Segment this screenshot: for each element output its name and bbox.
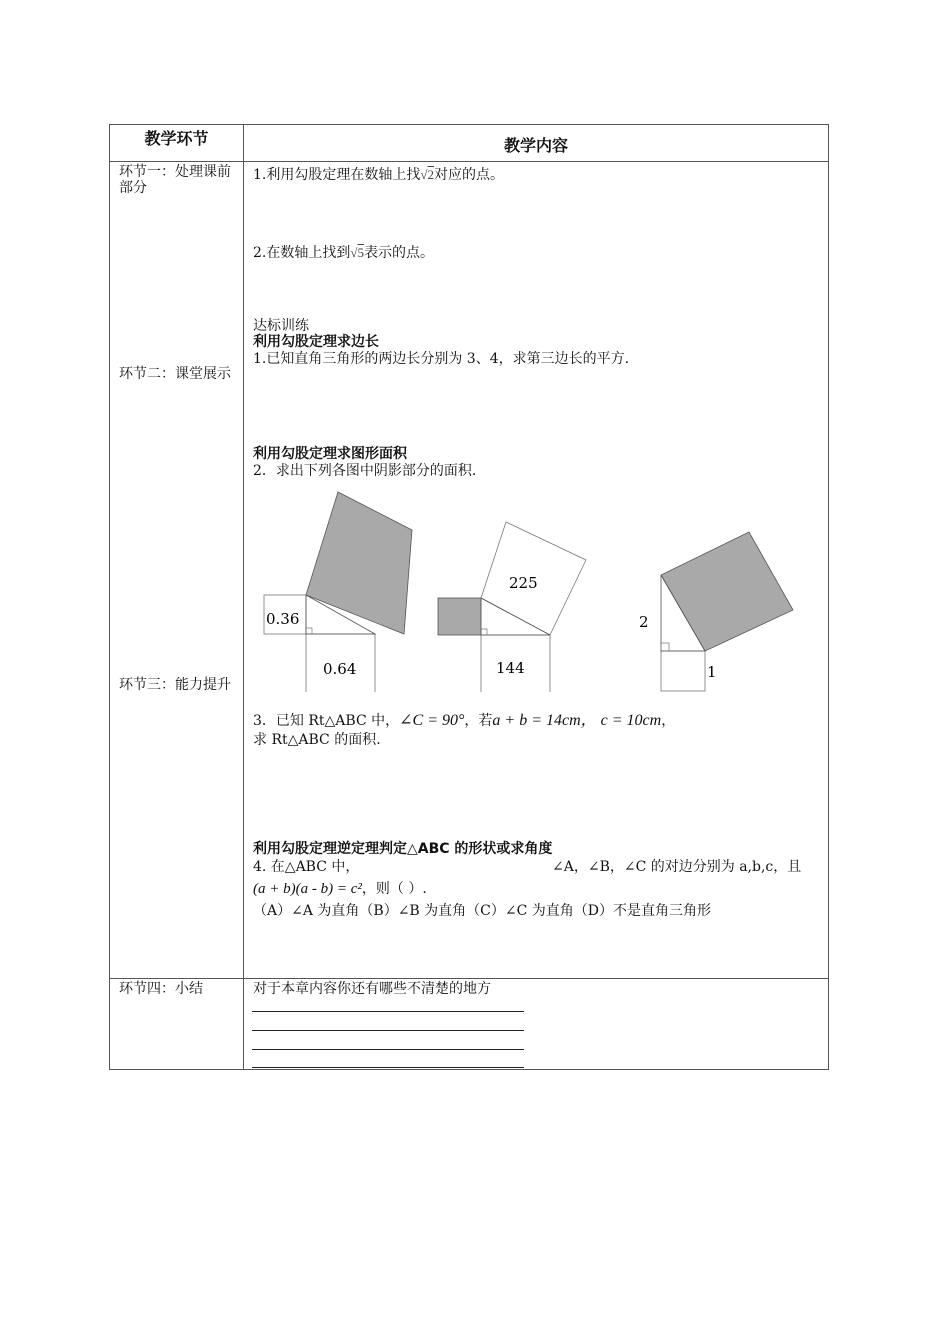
figure-3-bottom-square <box>661 651 705 691</box>
stage-label-3: 环节三：能力提升 <box>119 677 231 693</box>
side-length-heading: 利用勾股定理求边长 <box>253 334 379 350</box>
header-content-label: 教学内容 <box>503 136 568 155</box>
question-1-text: 1.利用勾股定理在数轴上找 <box>253 167 421 183</box>
lesson-plan-table <box>109 124 829 1070</box>
figure-1-label-b: 0.64 <box>323 660 357 678</box>
problem-3-line-2: 求 Rt△ABC 的面积. <box>253 732 381 748</box>
figure-3 <box>639 532 793 692</box>
table-row-summary <box>110 979 829 1070</box>
problem-3-line-1 <box>253 712 675 730</box>
question-2 <box>253 244 434 262</box>
figure-2-label-a: 225 <box>509 574 538 592</box>
figure-1-right-angle-mark <box>306 628 312 634</box>
practice-heading: 达标训练 <box>253 318 309 334</box>
stage-label-2: 环节二：课堂展示 <box>119 366 231 382</box>
figure-2-shaded-square <box>438 598 481 635</box>
question-1-tail: 对应的点。 <box>434 167 504 183</box>
question-2-tail: 表示的点。 <box>364 245 434 261</box>
converse-heading: 利用勾股定理逆定理判定△ABC 的形状或求角度 <box>253 841 553 857</box>
question-1 <box>253 166 504 184</box>
problem-3-comma: ， <box>661 713 676 729</box>
figure-1-shaded-square <box>306 492 412 634</box>
figure-1-label-a: 0.36 <box>266 610 300 628</box>
sqrt-2: √2 <box>420 167 434 182</box>
figure-1 <box>264 492 412 692</box>
problem-2: 2．求出下列各图中阴影部分的面积. <box>253 463 477 479</box>
sqrt-2-radicand: 2 <box>427 167 434 182</box>
answer-line-4[interactable] <box>252 1067 524 1068</box>
table-row-main <box>110 162 829 979</box>
figure-2-triangle <box>481 598 550 635</box>
area-heading: 利用勾股定理求图形面积 <box>253 446 407 462</box>
problem-3-length-condition: a + b = 14cm， c = 10cm <box>492 712 662 729</box>
header-cell-content <box>244 125 829 162</box>
figure-2 <box>438 522 586 692</box>
problem-3-angle-condition: ∠C = 90° <box>399 712 465 729</box>
figure-2-label-b: 144 <box>496 659 525 677</box>
problem-4-blank: ，则（ ）. <box>361 881 427 897</box>
problem-4-equation: (a + b)(a - b) = c² <box>253 881 362 897</box>
sqrt-5-radicand: 5 <box>357 245 364 260</box>
pythagoras-figures <box>244 482 829 692</box>
sqrt-5: √5 <box>350 245 364 260</box>
figure-3-shaded-square <box>661 532 793 651</box>
summary-prompt: 对于本章内容你还有哪些不清楚的地方 <box>253 981 491 997</box>
question-2-text: 2.在数轴上找到 <box>253 245 351 261</box>
stage-label-4: 环节四：小结 <box>119 981 203 997</box>
answer-line-1[interactable] <box>252 1011 524 1012</box>
stage-column-cell <box>110 162 244 979</box>
summary-content-cell <box>244 979 829 1070</box>
problem-3-lead: 3．已知 Rt△ABC 中， <box>253 713 400 729</box>
stage-summary-cell <box>110 979 244 1070</box>
header-stage-label: 教学环节 <box>144 129 209 148</box>
figure-2-right-angle-mark <box>481 629 487 635</box>
answer-line-2[interactable] <box>252 1030 524 1031</box>
problem-3-if: ，若 <box>464 713 493 729</box>
table-header-row <box>110 125 829 162</box>
answer-line-3[interactable] <box>252 1049 524 1050</box>
figure-3-right-angle-mark <box>661 643 669 651</box>
content-column-cell <box>244 162 829 979</box>
problem-4-equation-line <box>253 881 427 898</box>
header-cell-stage <box>110 125 244 162</box>
figure-3-label-b: 1 <box>707 663 717 681</box>
problem-4-lead: 4. 在△ABC 中， <box>253 859 360 875</box>
problem-4-condition: ∠A，∠B，∠C 的对边分别为 a,b,c，且 <box>552 859 802 875</box>
problem-4-options: （A）∠A 为直角（B）∠B 为直角（C）∠C 为直角（D）不是直角三角形 <box>253 903 711 919</box>
figure-3-label-a: 2 <box>639 613 649 631</box>
stage-label-1: 环节一：处理课前部分 <box>119 164 231 196</box>
problem-1: 1.已知直角三角形的两边长分别为 3、4，求第三边长的平方. <box>253 351 630 367</box>
